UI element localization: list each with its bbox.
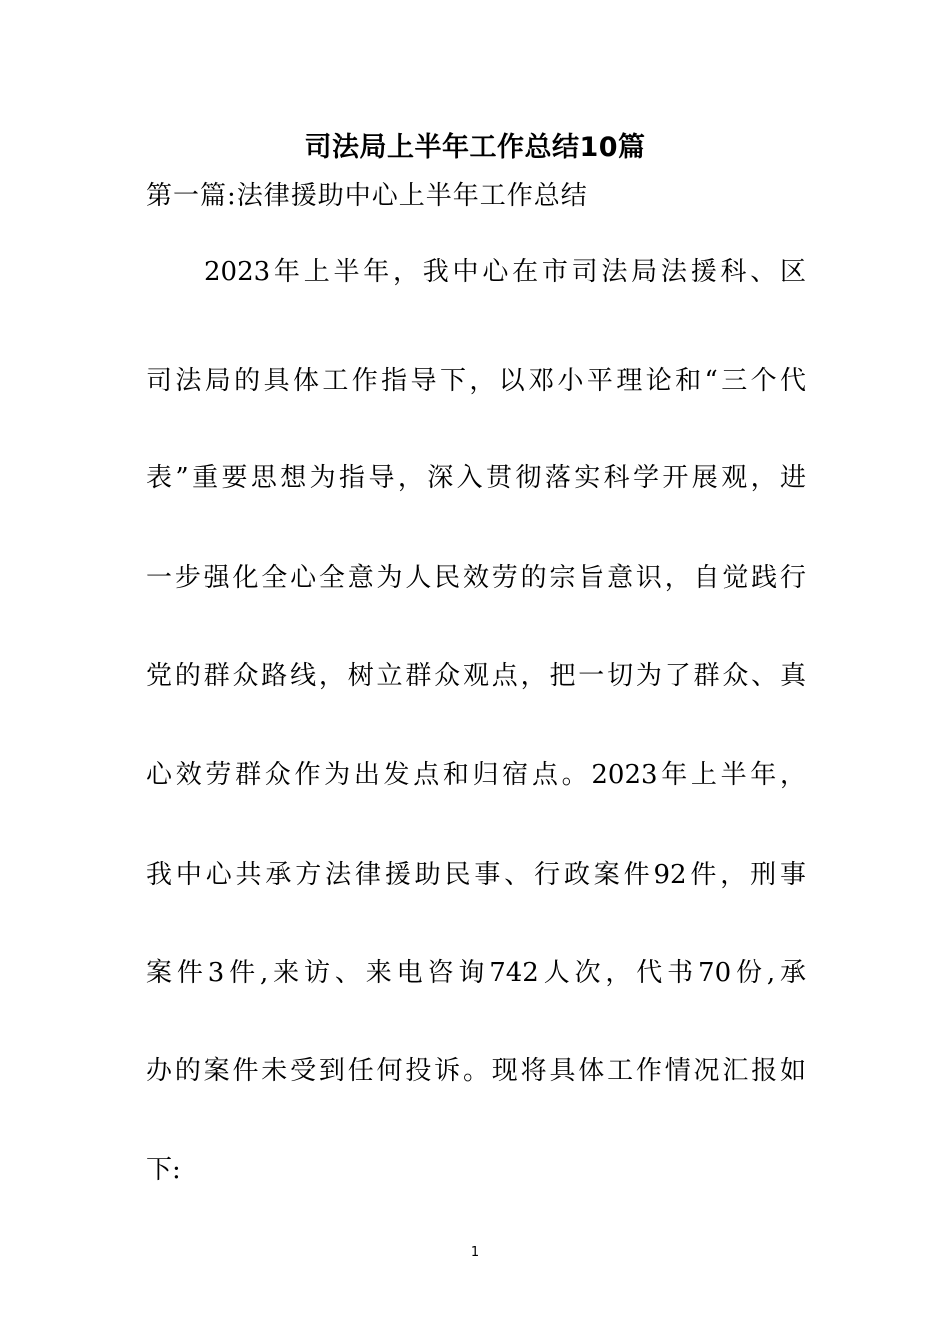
paragraph-line: 表”重要思想为指导，深入贯彻落实科学开展观，进 — [146, 463, 806, 493]
paragraph-line: 一步强化全心全意为人民效劳的宗旨意识，自觉践行 — [146, 563, 806, 593]
paragraph-line: 2023年上半年，我中心在市司法局法援科、区 — [204, 257, 806, 287]
paragraph-line: 我中心共承方法律援助民事、行政案件92件，刑事 — [146, 860, 806, 890]
page-number: 1 — [470, 1245, 480, 1260]
document-title: 司法局上半年工作总结10篇 — [304, 132, 646, 163]
paragraph-line: 案件3件,来访、来电咨询742人次，代书70份,承 — [146, 958, 806, 988]
paragraph-line: 办的案件未受到任何投诉。现将具体工作情况汇报如 — [146, 1056, 806, 1086]
paragraph-line: 党的群众路线，树立群众观点，把一切为了群众、真 — [146, 661, 806, 691]
paragraph-line: 下: — [146, 1155, 181, 1185]
section-heading: 第一篇:法律援助中心上半年工作总结 — [146, 181, 588, 211]
paragraph-line: 司法局的具体工作指导下，以邓小平理论和“三个代 — [146, 366, 806, 396]
paragraph-line: 心效劳群众作为出发点和归宿点。2023年上半年， — [146, 760, 806, 790]
